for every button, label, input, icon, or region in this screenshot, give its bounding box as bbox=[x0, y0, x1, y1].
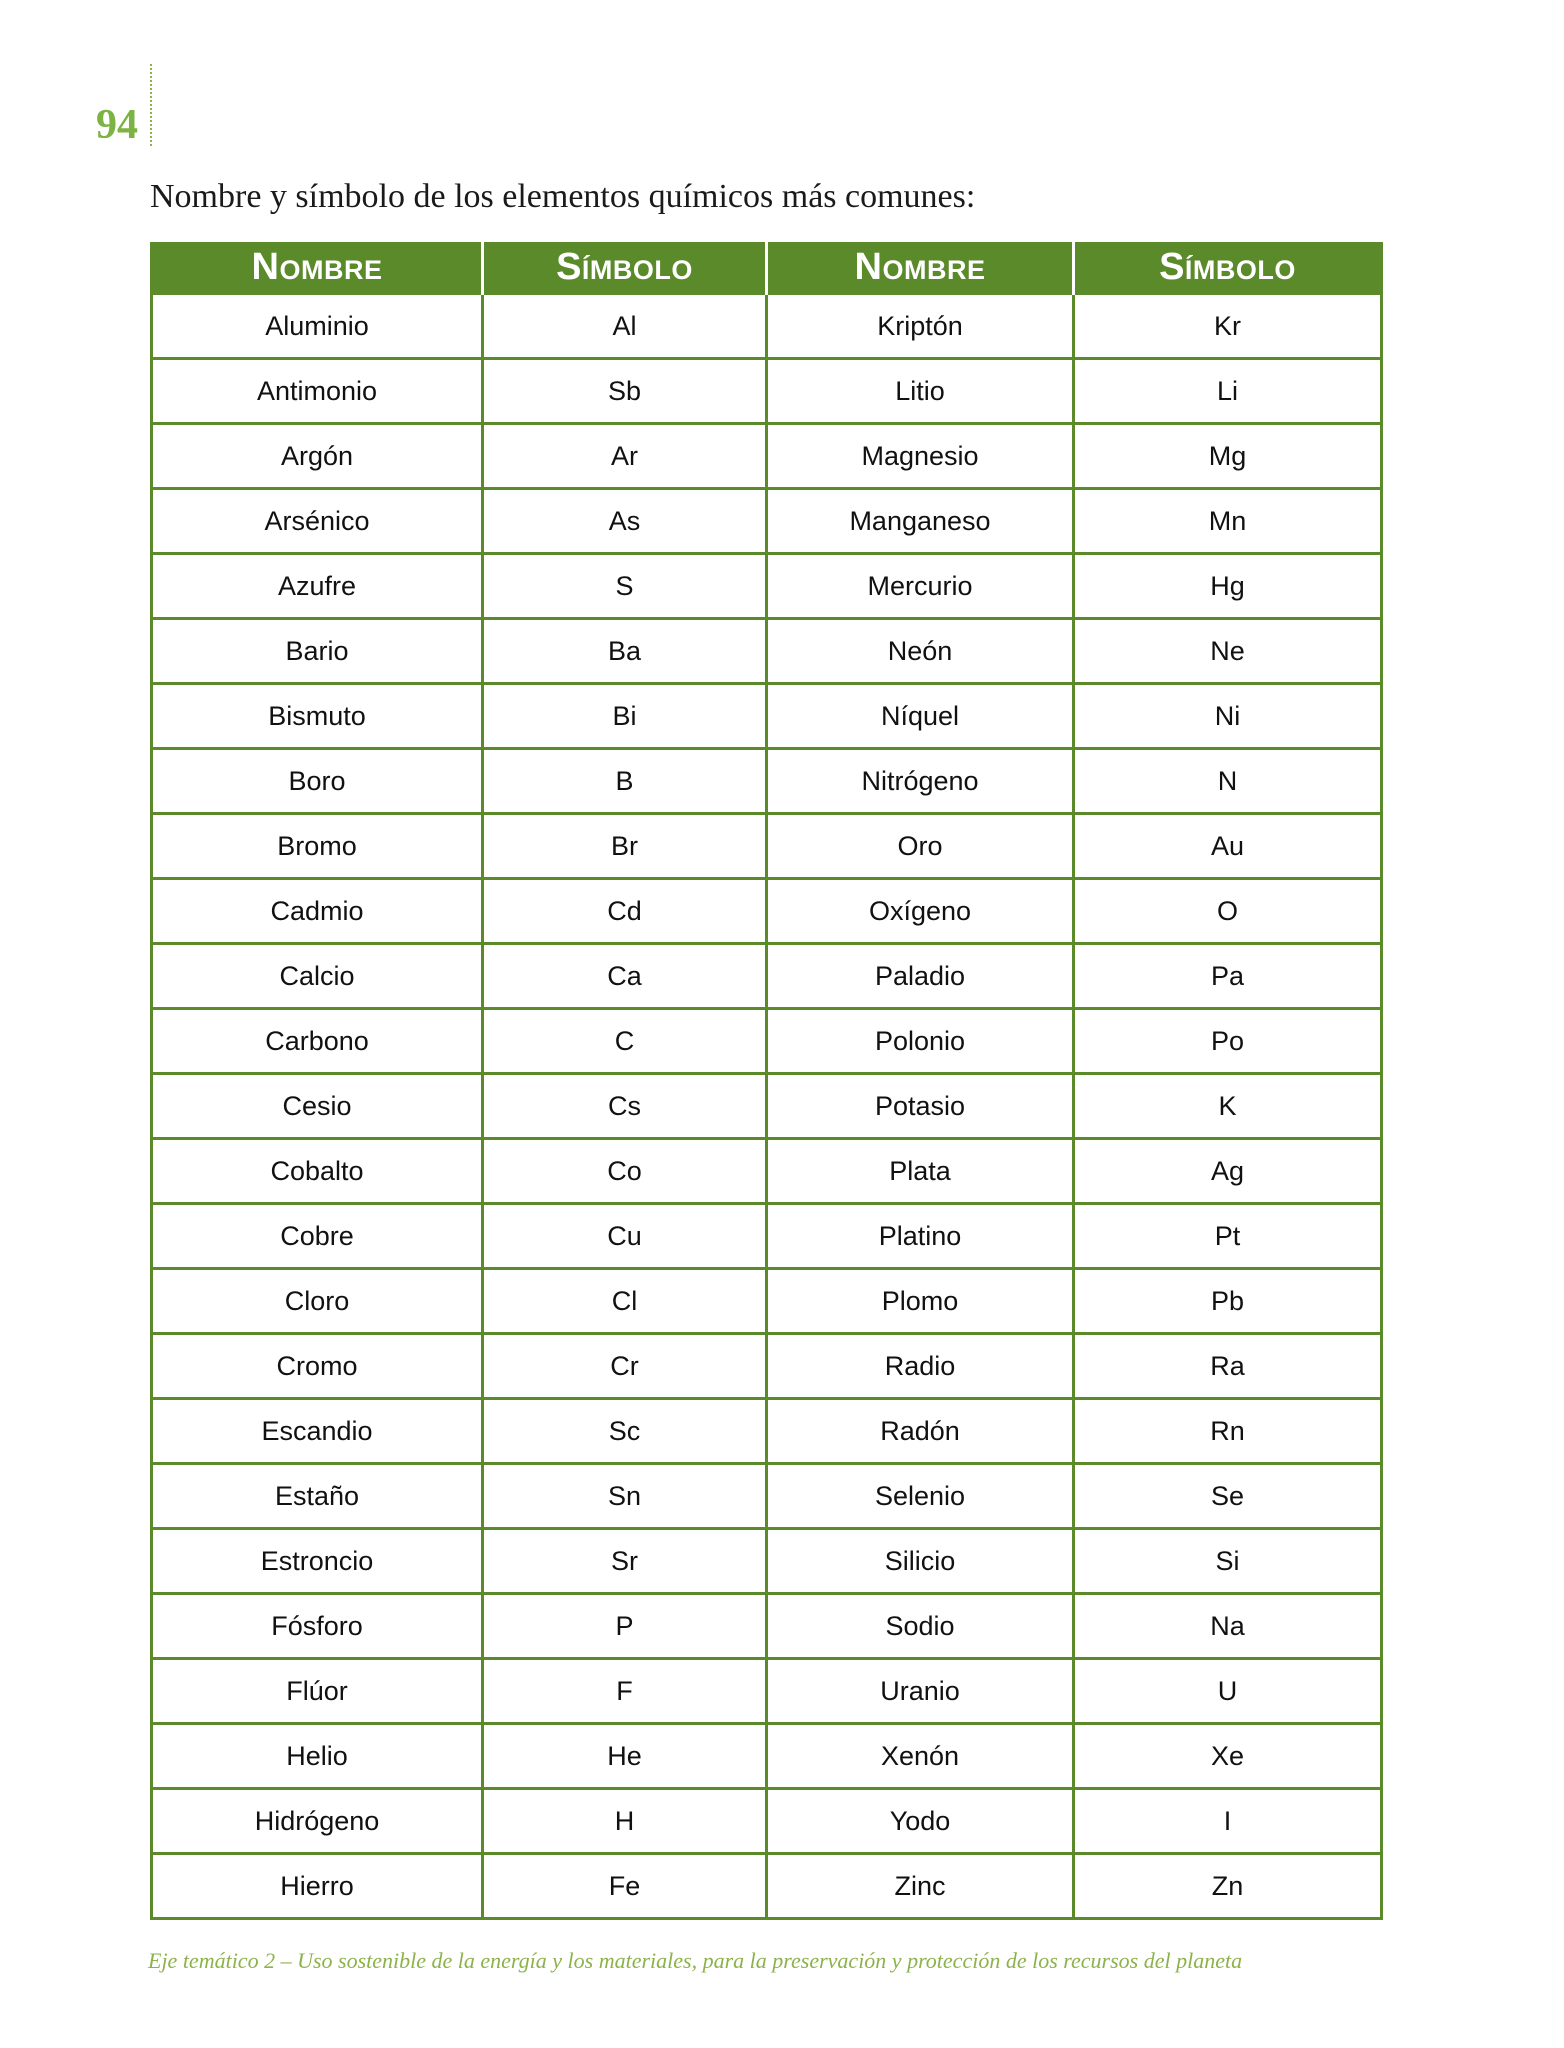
table-row bbox=[152, 1854, 1382, 1919]
table-row bbox=[152, 554, 1382, 619]
element-name-right: Zinc bbox=[767, 1854, 1074, 1919]
element-symbol-left: Cl bbox=[483, 1269, 767, 1334]
element-name-right: Manganeso bbox=[767, 489, 1074, 554]
element-symbol-right: O bbox=[1074, 879, 1382, 944]
element-symbol-left: Co bbox=[483, 1139, 767, 1204]
element-symbol-right: Na bbox=[1074, 1594, 1382, 1659]
table-row bbox=[152, 1139, 1382, 1204]
element-name-right: Plomo bbox=[767, 1269, 1074, 1334]
element-name-left: Bromo bbox=[152, 814, 483, 879]
table-row bbox=[152, 1074, 1382, 1139]
element-symbol-left: B bbox=[483, 749, 767, 814]
element-name-left: Carbono bbox=[152, 1009, 483, 1074]
element-symbol-left: Sb bbox=[483, 359, 767, 424]
table-row bbox=[152, 424, 1382, 489]
elements-table bbox=[150, 242, 1383, 1920]
element-name-right: Magnesio bbox=[767, 424, 1074, 489]
element-symbol-left: Br bbox=[483, 814, 767, 879]
element-name-left: Escandio bbox=[152, 1399, 483, 1464]
element-name-right: Paladio bbox=[767, 944, 1074, 1009]
page-footer: Eje temático 2 – Uso sostenible de la energía y los materiales, para la preservación y protección de los recursos del planeta bbox=[148, 1948, 1243, 1973]
element-name-right: Oxígeno bbox=[767, 879, 1074, 944]
page-number: 94 bbox=[96, 102, 138, 148]
table-row bbox=[152, 1009, 1382, 1074]
element-name-left: Bismuto bbox=[152, 684, 483, 749]
element-name-left: Estroncio bbox=[152, 1529, 483, 1594]
table-row bbox=[152, 749, 1382, 814]
element-symbol-right: Si bbox=[1074, 1529, 1382, 1594]
element-symbol-left: Sr bbox=[483, 1529, 767, 1594]
table-row bbox=[152, 1529, 1382, 1594]
table-row bbox=[152, 1724, 1382, 1789]
element-name-left: Antimonio bbox=[152, 359, 483, 424]
element-symbol-right: Pa bbox=[1074, 944, 1382, 1009]
table-row bbox=[152, 1659, 1382, 1724]
element-name-left: Cesio bbox=[152, 1074, 483, 1139]
element-symbol-left: Cs bbox=[483, 1074, 767, 1139]
table-body bbox=[152, 294, 1382, 1919]
element-name-left: Calcio bbox=[152, 944, 483, 1009]
table-row bbox=[152, 1334, 1382, 1399]
element-symbol-right: Po bbox=[1074, 1009, 1382, 1074]
element-name-left: Cobre bbox=[152, 1204, 483, 1269]
element-name-left: Azufre bbox=[152, 554, 483, 619]
element-symbol-right: Ne bbox=[1074, 619, 1382, 684]
element-symbol-right: U bbox=[1074, 1659, 1382, 1724]
element-name-right: Polonio bbox=[767, 1009, 1074, 1074]
element-name-left: Hidrógeno bbox=[152, 1789, 483, 1854]
element-name-right: Radón bbox=[767, 1399, 1074, 1464]
table-row bbox=[152, 294, 1382, 359]
element-symbol-right: Li bbox=[1074, 359, 1382, 424]
element-name-right: Nitrógeno bbox=[767, 749, 1074, 814]
element-symbol-right: N bbox=[1074, 749, 1382, 814]
element-symbol-right: Ra bbox=[1074, 1334, 1382, 1399]
element-symbol-right: Xe bbox=[1074, 1724, 1382, 1789]
element-name-left: Cromo bbox=[152, 1334, 483, 1399]
element-name-left: Arsénico bbox=[152, 489, 483, 554]
table-row bbox=[152, 359, 1382, 424]
element-name-left: Bario bbox=[152, 619, 483, 684]
element-name-right: Xenón bbox=[767, 1724, 1074, 1789]
element-name-left: Aluminio bbox=[152, 294, 483, 359]
element-symbol-left: C bbox=[483, 1009, 767, 1074]
element-name-left: Cloro bbox=[152, 1269, 483, 1334]
element-symbol-right: Pb bbox=[1074, 1269, 1382, 1334]
table-header-row bbox=[152, 242, 1382, 294]
table-row bbox=[152, 814, 1382, 879]
table-row bbox=[152, 489, 1382, 554]
element-symbol-left: Al bbox=[483, 294, 767, 359]
element-symbol-right: K bbox=[1074, 1074, 1382, 1139]
element-symbol-left: Cd bbox=[483, 879, 767, 944]
element-symbol-left: As bbox=[483, 489, 767, 554]
table-intro-heading: Nombre y símbolo de los elementos químicos más comunes: bbox=[150, 178, 976, 215]
element-name-right: Níquel bbox=[767, 684, 1074, 749]
header-name-right: Nombre bbox=[767, 242, 1074, 294]
element-name-left: Cobalto bbox=[152, 1139, 483, 1204]
element-symbol-left: Sc bbox=[483, 1399, 767, 1464]
element-name-right: Mercurio bbox=[767, 554, 1074, 619]
table-row bbox=[152, 619, 1382, 684]
element-symbol-right: Au bbox=[1074, 814, 1382, 879]
element-name-right: Platino bbox=[767, 1204, 1074, 1269]
element-symbol-right: Ag bbox=[1074, 1139, 1382, 1204]
table-row bbox=[152, 944, 1382, 1009]
element-symbol-right: Kr bbox=[1074, 294, 1382, 359]
table-row bbox=[152, 1594, 1382, 1659]
element-symbol-left: Ca bbox=[483, 944, 767, 1009]
element-symbol-left: Cr bbox=[483, 1334, 767, 1399]
element-symbol-left: F bbox=[483, 1659, 767, 1724]
element-symbol-left: Fe bbox=[483, 1854, 767, 1919]
element-symbol-left: Ba bbox=[483, 619, 767, 684]
table-row bbox=[152, 1269, 1382, 1334]
element-symbol-right: Ni bbox=[1074, 684, 1382, 749]
element-name-right: Uranio bbox=[767, 1659, 1074, 1724]
header-symbol-left: Símbolo bbox=[483, 242, 767, 294]
element-symbol-left: Bi bbox=[483, 684, 767, 749]
element-symbol-left: He bbox=[483, 1724, 767, 1789]
element-symbol-left: Sn bbox=[483, 1464, 767, 1529]
table-row bbox=[152, 1789, 1382, 1854]
element-symbol-right: Mg bbox=[1074, 424, 1382, 489]
element-name-right: Neón bbox=[767, 619, 1074, 684]
element-name-left: Boro bbox=[152, 749, 483, 814]
element-symbol-left: P bbox=[483, 1594, 767, 1659]
table-row bbox=[152, 1464, 1382, 1529]
element-name-left: Flúor bbox=[152, 1659, 483, 1724]
element-name-right: Yodo bbox=[767, 1789, 1074, 1854]
page-number-divider bbox=[150, 64, 152, 146]
element-symbol-left: S bbox=[483, 554, 767, 619]
table-row bbox=[152, 1399, 1382, 1464]
element-symbol-right: Mn bbox=[1074, 489, 1382, 554]
table-row bbox=[152, 879, 1382, 944]
element-name-right: Silicio bbox=[767, 1529, 1074, 1594]
header-symbol-right: Símbolo bbox=[1074, 242, 1382, 294]
element-symbol-right: Zn bbox=[1074, 1854, 1382, 1919]
element-symbol-right: Se bbox=[1074, 1464, 1382, 1529]
element-name-right: Litio bbox=[767, 359, 1074, 424]
table-row bbox=[152, 684, 1382, 749]
element-name-right: Oro bbox=[767, 814, 1074, 879]
element-name-left: Helio bbox=[152, 1724, 483, 1789]
element-symbol-right: Rn bbox=[1074, 1399, 1382, 1464]
element-symbol-right: Hg bbox=[1074, 554, 1382, 619]
table-row bbox=[152, 1204, 1382, 1269]
element-name-left: Argón bbox=[152, 424, 483, 489]
element-name-right: Plata bbox=[767, 1139, 1074, 1204]
element-symbol-right: I bbox=[1074, 1789, 1382, 1854]
element-symbol-right: Pt bbox=[1074, 1204, 1382, 1269]
element-name-right: Radio bbox=[767, 1334, 1074, 1399]
header-name-left: Nombre bbox=[152, 242, 483, 294]
element-name-left: Estaño bbox=[152, 1464, 483, 1529]
element-name-right: Sodio bbox=[767, 1594, 1074, 1659]
element-symbol-left: Ar bbox=[483, 424, 767, 489]
element-name-left: Fósforo bbox=[152, 1594, 483, 1659]
element-name-right: Potasio bbox=[767, 1074, 1074, 1139]
element-symbol-left: H bbox=[483, 1789, 767, 1854]
element-symbol-left: Cu bbox=[483, 1204, 767, 1269]
element-name-right: Kriptón bbox=[767, 294, 1074, 359]
element-name-left: Cadmio bbox=[152, 879, 483, 944]
element-name-left: Hierro bbox=[152, 1854, 483, 1919]
element-name-right: Selenio bbox=[767, 1464, 1074, 1529]
